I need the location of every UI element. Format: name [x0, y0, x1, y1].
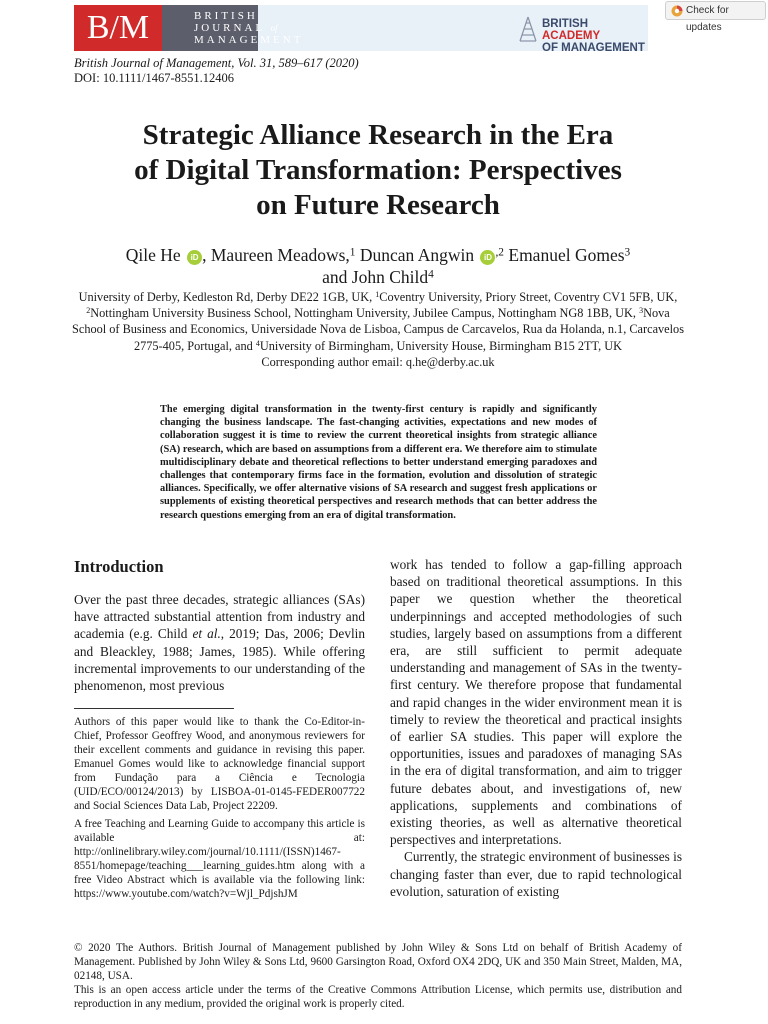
- bam-logo-icon: [518, 15, 538, 43]
- column-right: [390, 556, 682, 900]
- journal-banner: [74, 5, 648, 51]
- footnote-teaching-guide: A free Teaching and Learning Guide to accompany this article is available at: http://onlinelibrary.wiley.com/journal/10.1111/(ISSN)1467-8551/homepage/teaching___learning_guides.htm along with a free Video Abstract which is available via the following link: https://www.youtube.com/watch?v=Wjl_PdjshJM: [74, 818, 365, 900]
- author-list: Qile He iD , Maureen Meadows,$^1$ Duncan Angwin iD $^{,2}$ Emanuel Gomes$^3$ and John Child$^4$: [125, 245, 631, 287]
- bam-wordmark: BRITISH ACADEMY OF MANAGEMENT: [542, 18, 645, 51]
- journal-line-2: JOURNAL of: [194, 22, 278, 34]
- citation-block: [74, 56, 359, 86]
- journal-line-3: MANAGEMENT: [194, 34, 304, 46]
- author-name: and John Child: [322, 267, 429, 287]
- bjm-logo: B/M: [74, 5, 162, 51]
- body-paragraph: Currently, the strategic environment of businesses is changing faster than ever, due to rapid technological evolution, saturation of existing: [390, 849, 682, 899]
- check-for-updates-button[interactable]: [665, 1, 766, 33]
- author-name: , Maureen Meadows,: [202, 245, 350, 265]
- author-name: Qile He: [125, 245, 181, 265]
- orcid-icon[interactable]: iD: [187, 250, 202, 265]
- journal-line-1: BRITISH: [194, 10, 258, 22]
- body-paragraph: work has tended to follow a gap-filling approach based on traditional theoretical assumptions. In this paper we question whether the theoretical underpinnings and accepted methodologies of such studies, largely based on assumptions from a different era, are still sufficient to permit adequate understanding and management of SAs in the twenty-first century. We therefore propose that fundamental and rapid changes in the wider environment mean it is timely to review the theoretical and practical insights of earlier SA studies. This paper will explore the opportunities, issues and paradoxes of managing SAs in the era of digital transformation, and aim to trigger future debates about, and investigations of, new applications, supplements and combinations of existing theories, as well as alternative theoretical perspectives and interpretations.: [390, 557, 682, 848]
- author-name: Emanuel Gomes: [504, 245, 625, 265]
- footnote-divider: [74, 708, 234, 709]
- footnotes: [74, 715, 365, 901]
- body-paragraph: Over the past three decades, strategic alliances (SAs) have attracted substantial attention from industry and academia (e.g. Child et al., 2019; Das, 2006; Devlin and Bleackley, 1988; James, 1985). While offering incremental improvements to our understanding of the phenomenon, most previous: [74, 592, 365, 694]
- orcid-icon[interactable]: iD: [480, 250, 495, 265]
- journal-wordmark: [194, 10, 303, 46]
- section-heading: Introduction: [74, 557, 164, 576]
- affiliations: University of Derby, Kedleston Rd, Derby DE22 1GB, UK, $^1$Coventry University, Priory Street, Coventry CV1 5FB, UK, $^2$Nottingham University Business School, Nottingham University, Jubilee Campus, Nottingham NG8 1BB, UK, $^3$Nova School of Business and Economics, Universidade Nova de Lisboa, Campus de Carcavelos, Rua da Holanda, n.1, Carcavelos 2775-405, Portugal, and $^4$University of Birmingham, University House, Birmingham B15 2TT, UK Corresponding author email: q.he@derby.ac.uk: [68, 289, 688, 370]
- column-left: [74, 557, 365, 694]
- journal-citation: British Journal of Management, Vol. 31, 589–617 (2020): [74, 56, 359, 70]
- abstract: The emerging digital transformation in the twenty-first century is rapidly and significantly changing the business landscape. The fast-changing activities, expectations and new modes of collaboration suggest it is time to review the current theoretical insights from strategic alliance (SA) research, which are based on assumptions from a different era. We therefore aim to stimulate multidisciplinary debate and theoretical reflections to better understand emerging paradoxes and challenges that contemporary firms face in the formation, evolution and dissolution of strategic alliances. Specifically, we offer alternative visions of SA research and suggest fresh applications or supplements of existing theoretical perspectives and research methods that can better address the research questions emerging from an era of digital transformation.: [160, 404, 597, 521]
- copyright-notice: © 2020 The Authors. British Journal of Management published by John Wiley & Sons Ltd on behalf of British Academy of Management. Published by John Wiley & Sons Ltd, 9600 Garsington Road, Oxford OX4 2DQ, UK and 350 Main Street, Malden, MA, 02148, USA. This is an open access article under the terms of the Creative Commons Attribution License, which permits use, distribution and reproduction in any medium, provided the original work is properly cited.: [74, 942, 682, 1010]
- footnote-acknowledgement: Authors of this paper would like to thank the Co-Editor-in-Chief, Professor Geoffrey Wood, and anonymous reviewers for their excellent comments and guidance in revising this paper. Emanuel Gomes would like to acknowledge financial support from Fundação para a Ciência e Tecnologia (UID/ECO/00124/2013) by LISBOA-01-0145-FEDER007722 and Social Sciences Data Lab, Project 22209.: [74, 716, 365, 812]
- crossmark-icon: [671, 5, 683, 17]
- doi-link[interactable]: DOI: 10.1111/1467-8551.12406: [74, 71, 235, 85]
- author-name: Duncan Angwin: [355, 245, 475, 265]
- corresponding-email: Corresponding author email: q.he@derby.ac.uk: [261, 354, 495, 369]
- check-for-updates-label: Check for updates: [686, 5, 729, 33]
- page-title: Strategic Alliance Research in the Era of Digital Transformation: Perspectives on Future Research: [134, 119, 622, 221]
